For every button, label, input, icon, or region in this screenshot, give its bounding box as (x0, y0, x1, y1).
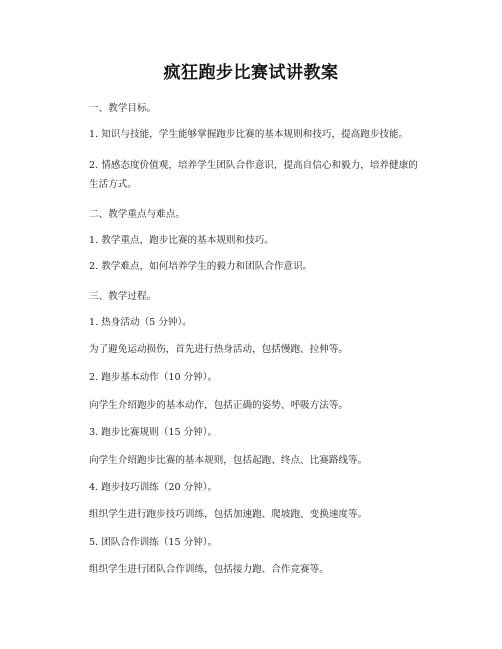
section-heading-process: 三、教学过程。 (89, 291, 157, 302)
step-technique-heading: 4. 跑步技巧训练（20 分钟）。 (89, 482, 218, 493)
paragraph-emotional-values: 2. 情感态度价值观，培养学生团队合作意识，提高自信心和毅力，培养健康的生活方式。 (89, 160, 418, 190)
step-basic-motion-heading: 2. 跑步基本动作（10 分钟）。 (89, 372, 218, 383)
step-warmup-text: 为了避免运动损伤，首先进行热身活动，包括慢跑、拉伸等。 (89, 344, 349, 355)
step-teamwork-text: 组织学生进行团队合作训练，包括接力跑、合作竞赛等。 (89, 564, 329, 575)
step-warmup-heading: 1. 热身活动（5 分钟）。 (89, 317, 192, 328)
section-heading-objectives: 一、教学目标。 (89, 103, 157, 114)
document-title: 疯狂跑步比赛试讲教案 (163, 63, 339, 83)
paragraph-knowledge-skills: 1. 知识与技能，学生能够掌握跑步比赛的基本规则和技巧，提高跑步技能。 (89, 129, 409, 140)
section-heading-key-points: 二、教学重点与难点。 (89, 209, 185, 220)
step-technique-text: 组织学生进行跑步技巧训练，包括加速跑、爬坡跑、变换速度等。 (89, 509, 368, 520)
step-race-rules-text: 向学生介绍跑步比赛的基本规则，包括起跑、终点、比赛路线等。 (89, 455, 368, 466)
paragraph-difficult-point: 2. 教学难点，如何培养学生的毅力和团队合作意识。 (89, 261, 313, 272)
step-basic-motion-text: 向学生介绍跑步的基本动作，包括正确的姿势、呼吸方法等。 (89, 400, 349, 411)
paragraph-key-point: 1. 教学重点，跑步比赛的基本规则和技巧。 (89, 235, 274, 246)
step-race-rules-heading: 3. 跑步比赛规则（15 分钟）。 (89, 427, 218, 438)
step-teamwork-heading: 5. 团队合作训练（15 分钟）。 (89, 537, 218, 548)
